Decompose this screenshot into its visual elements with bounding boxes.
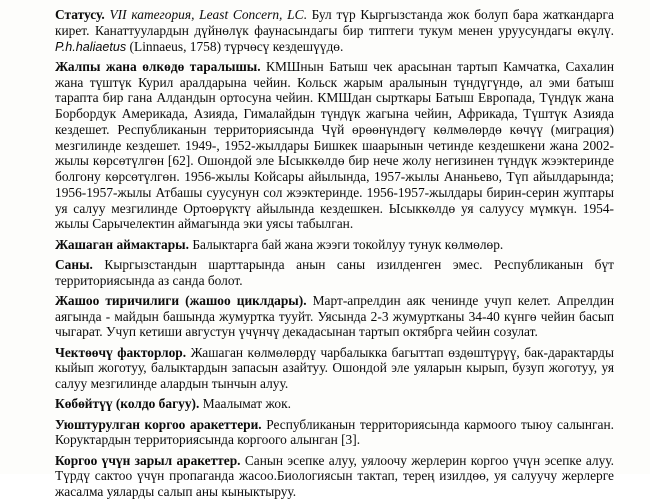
distribution-body: КМШнын Батыш чек арасынан тартып Камчатка, Сахалин жана түштүк Курил аралдарына чейин. Кольск жарым аралынын түндүгүндө, ал эми батыш тарапта бир гана Алдандын ортосуна чейин. КМШдан сырткары Батыш Европада, Түндүк жана Борбордук Америкада, Азияда, Гималайдын түндүк жагына чейин, Африкада, Түштүк Азияда кездешет. Республиканын территориясында Чүй өрөөнүндөгү көлмөлөрдө көчүү (миграция) мезгилинде кездешет. 1949-, 1952-жылдары Бишкек шаарынын четинде кездешкени жана 2002-жылы көрсөтүлгөн [62]. Ошондой эле Ысыккөлдө бир нече жолу негизинен түндүк жээктеринде болгону көрсөтүлгөн. 1956-жылы Койсары айылында, 1957-жылы Ананьево, Түп айылдарында; 1956-1957-жылы Атбашы суусунун сол жээктеринде. 1956-1957-жылдары бирин-серин жуптары уя салуу мезгилинде Ортоөрүктү айылында кездешкен. Ысыккөлдө уя салуусу мүмкүн. 1954-жылы Сарычелектин аймагында эки уясы табылган. — [55, 58, 614, 232]
paragraph-needed-actions — [55, 453, 614, 500]
population-body: Кыргызстандын шарттарында анын саны изилденген эмес. Республиканын бүт территориясында аз санда болот. — [55, 256, 615, 288]
paragraph-protection-measures — [55, 417, 614, 449]
paragraph-breeding — [55, 396, 614, 412]
distribution-heading: Жалпы жана өлкөдө таралышы. — [55, 58, 267, 74]
paragraph-limiting-factors — [55, 345, 614, 392]
species-name: P.h.haliaetus — [55, 39, 127, 54]
paragraph-life-cycle — [55, 293, 614, 340]
needed-actions-body: Санын эсепке алуу, уялоочу жерлерин коргоо үчүн эсепке алуу. Түрдү сактоо үчүн пропаганда жасоо.Биологиясын тактап, терең изилдөө, уя салуучу жерлерге жасалма уяларды салып аны кыныктыруу. — [55, 452, 614, 500]
protection-measures-body: Республиканын территориясында кармоого тыюу салынган. Коруктардын территориясында коргоого алынган [3]. — [55, 416, 614, 448]
habitat-body: Балыктарга бай жана жээги токойлуу тунук көлмөлөр. — [192, 236, 504, 252]
breeding-heading: Көбөйтүү (колдо багуу). — [55, 396, 203, 412]
protection-measures-heading: Уюштурулган коргоо аракеттери. — [55, 416, 267, 432]
limiting-factors-heading: Чектөөчү факторлор. — [55, 344, 191, 360]
status-category: VII категория, Least Concern, LC — [109, 7, 304, 22]
paragraph-status — [55, 7, 614, 54]
life-cycle-heading: Жашоо тиричилиги (жашоо циклдары). — [55, 292, 313, 308]
needed-actions-heading: Коргоо үчүн зарыл аракеттер. — [55, 452, 245, 468]
limiting-factors-body: Жашаган көлмөлөрдү чарбалыкка багыттап өздөштүрүү, бак-дарактарды кыйып жоготуу, балыктардын запасын азайтуу. Ошондой эле уяларын кырып, бузуп жоготуу, уя салуу мезгилинде алардын тынчын алуу. — [55, 344, 614, 392]
paragraph-habitat — [55, 237, 614, 253]
paragraph-distribution — [55, 59, 614, 232]
status-body-2: (Linnaeus, 1758) түрчөсү кездешүүдө. — [126, 38, 344, 54]
paragraph-population — [55, 257, 614, 289]
life-cycle-body: Март-апрелдин аяк ченинде учуп келет. Апрелдин аягында - майдын башында жумуртка тууйт. Уясында 2-3 жумуртканы 34-40 күнгө чейин басып чыгарат. Учуп кетиши августун үчүнчү декадасынан тартып октябрга чейин созулат. — [55, 292, 614, 340]
status-body-1: . Бул түр Кыргызстанда жок болуп бара жаткандарга кирет. Канаттуулардын дүйнөлүк фаунасындагы бир типтеги тукум менен уруусундагы өкүлү. — [55, 7, 614, 38]
population-heading: Саны. — [55, 256, 105, 272]
habitat-heading: Жашаган аймактары. — [55, 236, 193, 252]
breeding-body: Маалымат жок. — [202, 396, 291, 412]
status-heading: Статусу. — [55, 7, 110, 22]
